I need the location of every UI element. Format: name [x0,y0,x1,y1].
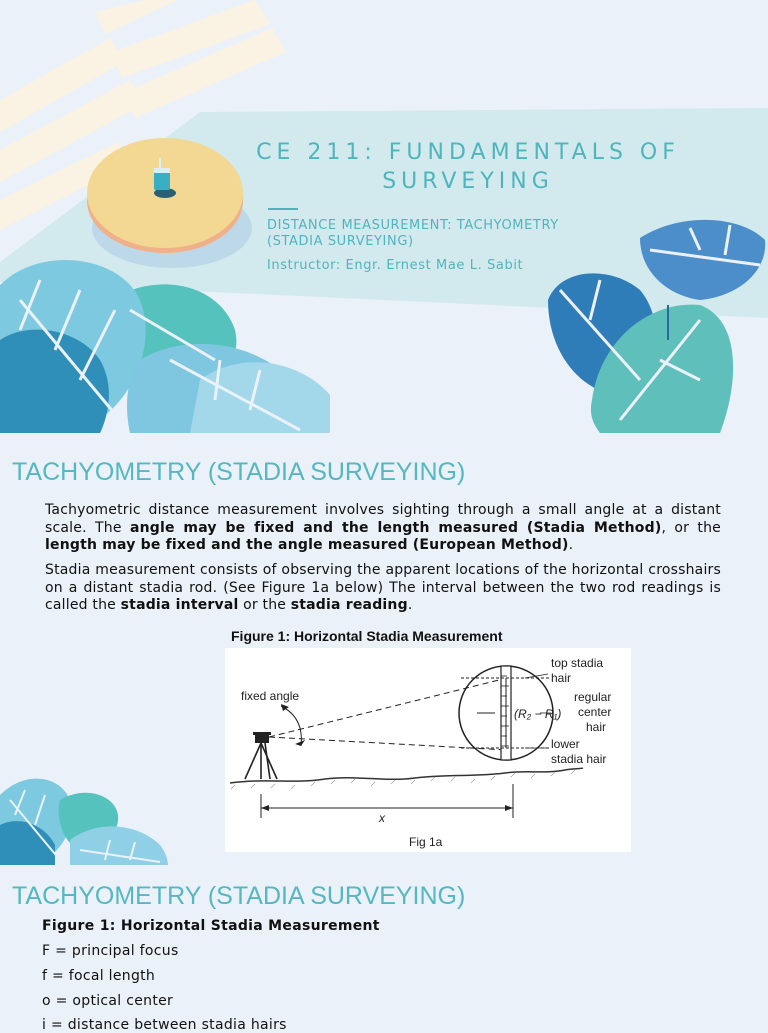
instructor-name: Instructor: Engr. Ernest Mae L. Sabit [267,258,524,273]
paragraph-intro: Tachyometric distance measurement involves sighting through a small angle at a distant scale. The angle may be fixed and the length measured (Stadia Method), or the length may be fixed and the angle measured (European Method). [45,502,721,553]
figure-caption: Figure 1: Horizontal Stadia Measurement [231,628,503,644]
list-item: o = optical center [42,993,174,1009]
instrument-body [255,734,269,743]
bold-european-method: length may be fixed and the angle measured (European Method) [45,537,569,553]
label-stadia-interval: (R₂ − R₁) [514,707,562,721]
label-top-stadia-2: hair [551,671,572,685]
label-fixed-angle: fixed angle [241,689,300,703]
label-distance-x: x [379,811,385,825]
topic-subtitle-line1: DISTANCE MEASUREMENT: TACHYOMETRY [267,218,559,233]
section-heading-2: TACHYOMETRY (STADIA SURVEYING) [12,882,466,910]
cover-slide [0,0,768,433]
course-title-line1: CE 211: FUNDAMENTALS OF [256,140,680,165]
bold-stadia-reading: stadia reading [290,597,408,613]
list-subheading: Figure 1: Horizontal Stadia Measurement [42,918,380,934]
sight-line-top [269,678,507,737]
stadia-figure [225,648,631,852]
bold-stadia-method: angle may be fixed and the length measured (Stadia Method) [129,519,662,536]
topic-subtitle [267,218,559,250]
bold-stadia-interval: stadia interval [120,597,239,613]
label-regular: regular [574,690,612,704]
course-title-line2: SURVEYING [382,169,554,194]
topic-subtitle-line2: (STADIA SURVEYING) [267,234,414,249]
title-divider [268,208,298,210]
label-center-hair: hair [586,720,607,734]
label-top-stadia: top stadia [551,656,604,670]
list-item: F = principal focus [42,943,179,959]
cover-decoration [0,0,768,433]
ground-line [230,768,583,783]
list-item: i = distance between stadia hairs [42,1017,287,1033]
label-lower-stadia: stadia hair [551,752,607,766]
list-item: f = focal length [42,968,156,984]
instrument-icon [245,743,277,779]
paragraph-stadia: Stadia measurement consists of observing the apparent locations of the horizontal crosshairs on a distant stadia rod. (See Figure 1a below) The interval between the two rod readings is called the stadia interval or the stadia reading. [45,562,721,613]
section-heading: TACHYOMETRY (STADIA SURVEYING) [12,458,466,486]
label-center: center [578,705,612,719]
leaf-decoration-small [0,770,170,865]
stadia-diagram [225,648,631,852]
label-fig-1a: Fig 1a [409,835,443,849]
label-lower: lower [551,737,580,751]
course-title [200,138,736,196]
